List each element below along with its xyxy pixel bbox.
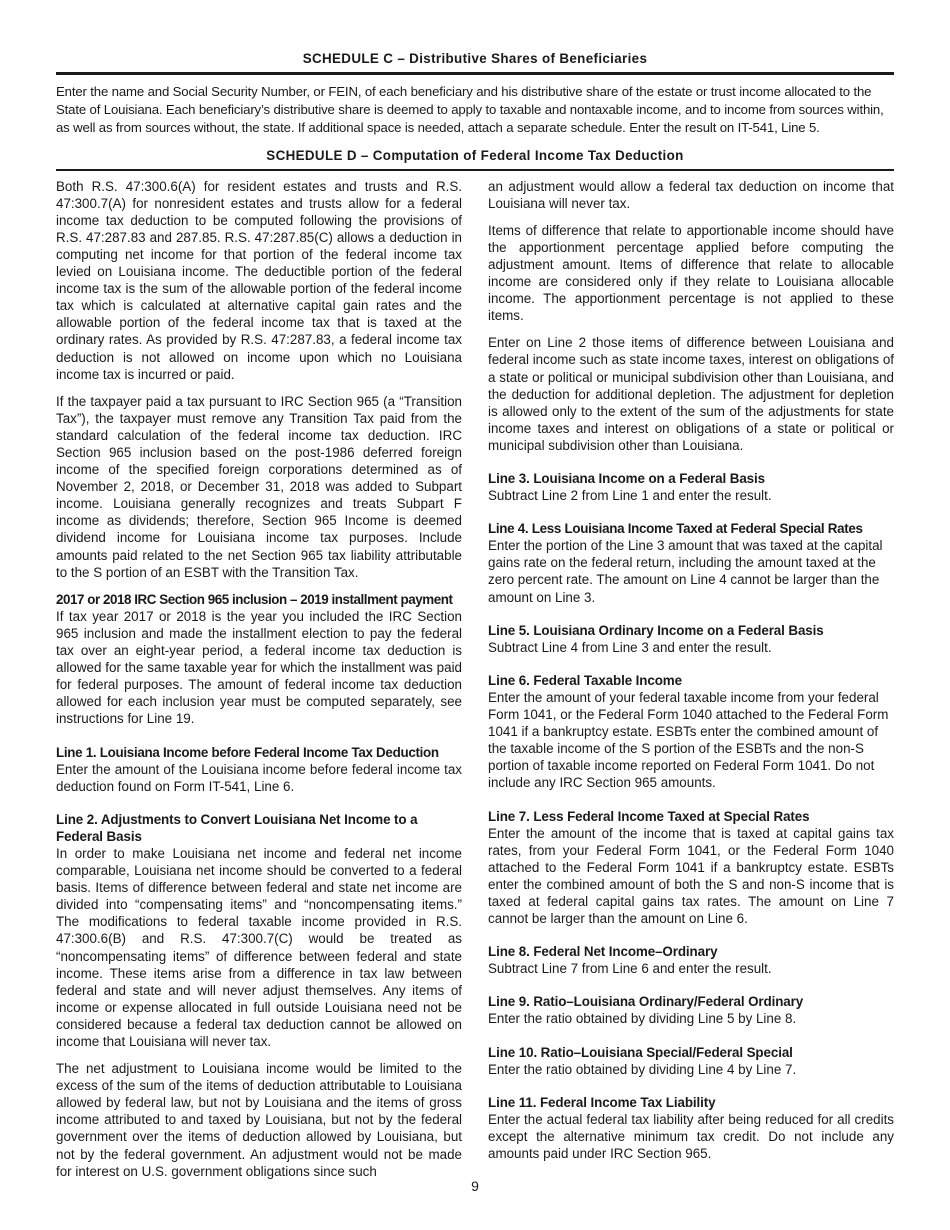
schedule-c-instructions: Enter the name and Social Security Number, or FEIN, of each beneficiary and his distributive share of the estate or trust income allocated to the State of Louisiana. Each beneficiary’s distributive share is deemed to apply to taxable and nontaxable income, and to income from sources within, as well as from sources without, the state. If additional space is needed, attach a separate schedule. Enter the result on IT-541, Line 5. [56,84,884,136]
line-8-section [488,943,894,977]
line-9-section [488,993,894,1027]
schedule-d-section [56,147,894,1190]
left-column [56,178,462,1190]
line-2-continued-2: Items of difference that relate to apportionable income should have the apportionment percentage applied before computing the adjustment amount. Items of difference that relate to allocable income are considered only if they relate to Louisiana allocable income. The apportionment percentage is not applied to these items. [488,222,894,324]
line-2-continued-1: an adjustment would allow a federal tax deduction on income that Louisiana will never tax. [488,178,894,211]
right-column [488,178,894,1190]
intro-paragraph-1: Both R.S. 47:300.6(A) for resident estates and trusts and R.S. 47:300.7(A) for nonresident estates and trusts allow for a federal income tax deduction to be computed following the provisions of R.S. 47:287.83 and 287.85. R.S. 47:287.85(C) allows a deduction in computing net income for that portion of the federal income tax levied on Louisiana income. The deductible portion of the federal income tax is the sum of the allowable portion of the federal income tax which is calculated at alternative capital gain rates and the allowable portion of the federal income tax that is taxed at the ordinary rates. As provided by R.S. 47:287.83, a federal income tax deduction is not allowed on income upon which no Louisiana income tax is incurred or paid. [56,178,462,382]
line-10-heading: Line 10. Ratio–Louisiana Special/Federal Special [488,1044,793,1060]
line-5-section [488,622,894,656]
line-6-section [488,672,894,792]
line-4-heading: Line 4. Less Louisiana Income Taxed at Federal Special Rates [488,521,863,537]
line-2-paragraph-2: The net adjustment to Louisiana income would be limited to the excess of the sum of the items of deduction attributable to Louisiana allowed by federal law, but not by Louisiana and the items of gross income attributed to and taxed by Louisiana, but not by the federal government over the items of deduction allowed by Louisiana, but not by the federal government. An adjustment would not be made for interest on U.S. government obligations since such [56,1061,462,1179]
line-5-body: Subtract Line 4 from Line 3 and enter the result. [488,639,772,655]
line-4-body: Enter the portion of the Line 3 amount that was taxed at the capital gains rate on the federal return, including the amount taxed at the zero percent rate. The amount on Line 4 cannot be larger than the amount on Line 3. [488,538,883,605]
line-11-section [488,1094,894,1162]
line-2-continued-3: Enter on Line 2 those items of difference between Louisiana and federal income such as state income taxes, interest on obligations of a state or political or municipal subdivision other than Louisiana, and the deduction for additional depletion. The adjustment for depletion is allowed only to the extent of the sum of the adjustments for state income taxes and interest on obligations of a state or political or municipal subdivision other than Louisiana. [488,335,894,453]
two-column-body [56,178,894,1190]
schedule-d-title: SCHEDULE D – Computation of Federal Income Tax Deduction [266,147,684,163]
intro-paragraph-2: If the taxpayer paid a tax pursuant to IRC Section 965 (a “Transition Tax”), the taxpayer must remove any Transition Tax paid from the standard calculation of the federal income tax deduction. IRC Section 965 inclusion based on the post-1986 deferred foreign income of the specified foreign corporations determined as of November 2, 2018, or December 31, 2018 was added to Subpart income. Louisiana generally recognizes and treats Subpart F income as dividends; therefore, Section 965 Income is deemed dividend income for Louisiana income tax purposes. Include amounts paid related to the net Section 965 tax liability attributable to the S portion of an ESBT with the Transition Tax. [56,393,462,580]
line-2-section [56,811,462,1050]
line-6-body: Enter the amount of your federal taxable income from your federal Form 1041, or the Federal Form 1040 attached to the Federal Form 1041 if a bankruptcy estate. ESBTs enter the combined amount of the taxable income of the S portion of the ESBTs and the non-S portion of taxable income reported on Federal Form 1041. Do not include any IRC Section 965 amounts. [488,689,889,791]
line-5-heading: Line 5. Louisiana Ordinary Income on a Federal Basis [488,622,824,638]
line-8-body: Subtract Line 7 from Line 6 and enter the result. [488,961,772,977]
line-9-heading: Line 9. Ratio–Louisiana Ordinary/Federal Ordinary [488,994,804,1010]
line-3-section [488,470,894,504]
installment-heading: 2017 or 2018 IRC Section 965 inclusion – 2019 installment payment [56,591,453,607]
line-11-heading: Line 11. Federal Income Tax Liability [488,1094,716,1110]
line-4-section [488,520,894,605]
line-10-section [488,1044,894,1078]
installment-body: If tax year 2017 or 2018 is the year you included the IRC Section 965 inclusion and made the installment election to pay the federal tax over an eight-year period, a federal income tax deduction is allowed for the same taxable year for which the installment was paid for federal purposes. The amount of federal income tax deduction allowed for each inclusion year must be computed separately, see instructions for Line 19. [56,608,462,727]
installment-section [56,591,462,728]
line-3-body: Subtract Line 2 from Line 1 and enter the result. [488,488,772,504]
line-7-section [488,808,894,928]
line-2-body: In order to make Louisiana net income and federal net income comparable, Louisiana net income should be converted to a federal basis. Items of difference between federal and state net income are divided into “compensating items” and “noncompensating items.” The modifications to federal taxable income provided in R.S. 47:300.6(B) and R.S. 47:300.7(C) would be treated as “noncompensating items” of difference between federal and state income. These items arise from a difference in tax law between federal and state and will never adjust themselves. Any items of income or expense allocated in full outside Louisiana need not be considered because a federal tax deduction cannot be allowed on income that Louisiana will never tax. [56,845,462,1050]
line-8-heading: Line 8. Federal Net Income–Ordinary [488,944,718,960]
line-7-body: Enter the amount of the income that is taxed at capital gains tax rates, from your Federal Form 1041, or the Federal Form 1040 attached to the Federal Form 1041 if a bankruptcy estate. ESBTs enter the combined amount of both the S and non-S income that is taxed at federal capital gains tax rates. The amount on Line 7 cannot be larger than the amount on Line 6. [488,825,894,927]
line-7-heading: Line 7. Less Federal Income Taxed at Special Rates [488,808,810,824]
line-1-section [56,744,462,795]
document-page [56,50,894,1190]
line-1-body: Enter the amount of the Louisiana income before federal income tax deduction found on Form IT-541, Line 6. [56,761,462,794]
schedule-c-divider [56,72,894,75]
line-6-heading: Line 6. Federal Taxable Income [488,672,682,688]
schedule-c-section [56,50,894,138]
schedule-d-divider [56,169,894,171]
page-number: 9 [471,1178,479,1194]
schedule-c-title: SCHEDULE C – Distributive Shares of Beneficiaries [302,51,648,66]
line-1-heading: Line 1. Louisiana Income before Federal Income Tax Deduction [56,744,439,760]
line-9-body: Enter the ratio obtained by dividing Line 5 by Line 8. [488,1011,797,1027]
line-11-body: Enter the actual federal tax liability after being reduced for all credits except the alternative minimum tax credit. Do not include any amounts paid under IRC Section 965. [488,1111,894,1162]
line-10-body: Enter the ratio obtained by dividing Line 4 by Line 7. [488,1061,797,1077]
line-3-heading: Line 3. Louisiana Income on a Federal Basis [488,471,765,487]
line-2-heading: Line 2. Adjustments to Convert Louisiana Net Income to a Federal Basis [56,811,418,844]
